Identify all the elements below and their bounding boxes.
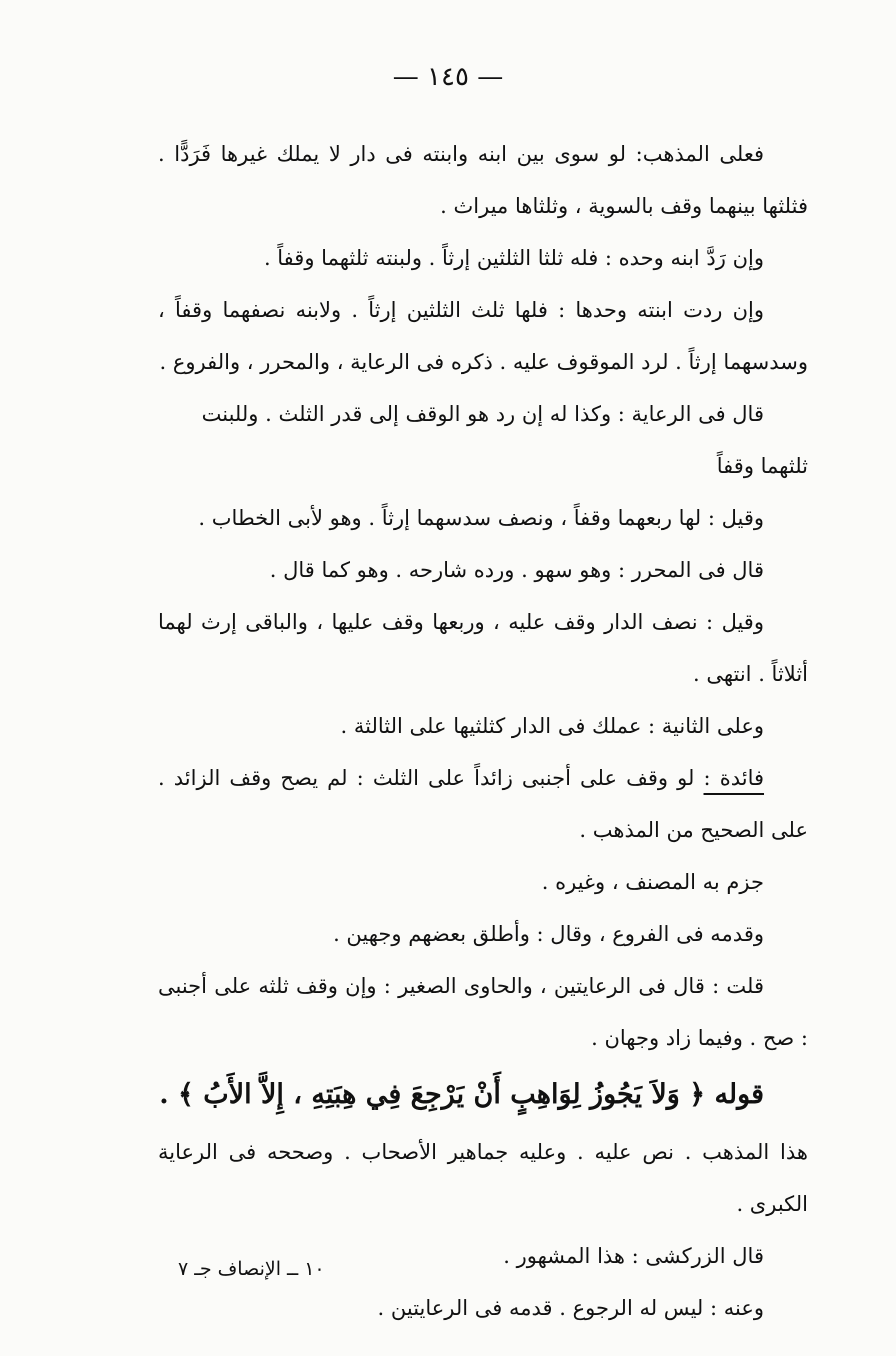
paragraph	[158, 752, 808, 856]
paragraph: قلت : قال فى الرعايتين ، والحاوى الصغير : وإن وقف ثلثه على أجنبى : صح . وفيما زاد وجهان .	[158, 974, 808, 1050]
quran-verse: قوله ﴿ وَلاَ يَجُوزُ لِوَاهِبٍ أَنْ يَرْجِعَ فِي هِبَتِهِ ، إِلاَّ الأَبُ ﴾ .	[159, 1079, 764, 1110]
paragraph: جزم به المصنف ، وغيره .	[541, 870, 764, 894]
paragraph: قال الزركشى : هذا المشهور .	[503, 1244, 764, 1268]
page-number: — ١٤٥ —	[392, 62, 504, 92]
paragraph: قال فى المحرر : وهو سهو . ورده شارحه . وهو كما قال .	[269, 558, 764, 582]
paragraph: فعلى المذهب: لو سوى بين ابنه وابنته فى دار لا يملك غيرها فَرَدًّا . فثلثها بينهما وقف بالسوية ، وثلثاها ميراث .	[158, 142, 808, 218]
paragraph: وإن رَدَّ ابنه وحده : فله ثلثا الثلثين إرثاً . ولبنته ثلثهما وقفاً .	[263, 246, 764, 270]
paragraph: وقيل : نصف الدار وقف عليه ، وربعها وقف عليها ، والباقى إرث لهما أثلاثاً . انتهى .	[158, 610, 808, 686]
paragraph: وعلى الثانية : عملك فى الدار كثلثيها على الثالثة .	[340, 714, 764, 738]
footer-signature: ١٠ ــ الإنصاف جـ ٧	[178, 1258, 325, 1280]
body-text	[158, 128, 808, 1334]
fawaid-heading: فائدة :	[703, 766, 765, 790]
paragraph: هذا المذهب . نص عليه . وعليه جماهير الأصحاب . وصححه فى الرعاية الكبرى .	[158, 1140, 808, 1216]
paragraph: وإن ردت ابنته وحدها : فلها ثلث الثلثين إرثاً . ولابنه نصفهما وقفاً ، وسدسهما إرثاً . لرد الموقوف عليه . ذكره فى الرعاية ، والمحرر ، والفروع .	[158, 298, 808, 374]
paragraph: قال فى الرعاية : وكذا له إن رد هو الوقف إلى قدر الثلث . وللبنت ثلثهما وقفاً	[201, 402, 808, 478]
paragraph: وقيل : لها ربعهما وقفاً ، ونصف سدسهما إرثاً . وهو لأبى الخطاب .	[198, 506, 764, 530]
paragraph-text: لو وقف على أجنبى زائداً على الثلث : لم يصح وقف الزائد . على الصحيح من المذهب .	[158, 766, 808, 842]
paragraph: وعنه : ليس له الرجوع . قدمه فى الرعايتين .	[377, 1296, 764, 1320]
paragraph: وقدمه فى الفروع ، وقال : وأطلق بعضهم وجهين .	[333, 922, 764, 946]
